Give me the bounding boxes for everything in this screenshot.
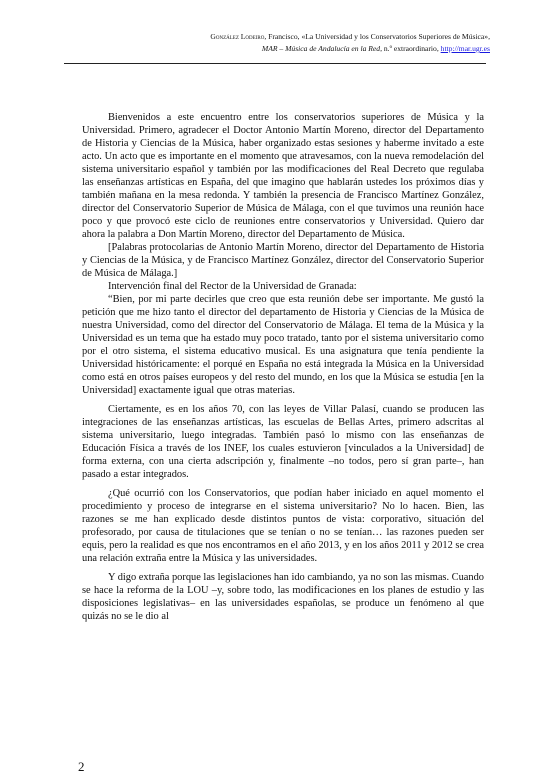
running-header [60,31,490,55]
page-number: 2 [78,759,85,774]
paragraph-intro: Bienvenidos a este encuentro entre los conservatorios superiores de Música y la Universidad. Primero, agradecer el Doctor Antonio Martín Moreno, director del Departamento de Historia y Ciencias de la Música, haber organizado estas sesiones y haberme invitado a este acto. Un acto que es importante en el momento que atravesamos, con la nueva remodelación del sistema universitario español y también por las modificaciones del Real Decreto que regulaba las enseñanzas artísticas en España, del que imagino que hablarán ustedes los próximos días y también mañana en la mesa redonda. Y también la presencia de Francisco Martínez González, director del Conservatorio Superior de Música de Málaga, con el que tuvimos una reunión hace poco y que provocó este ciclo de reuniones entre conservatorios y Universidad. Quiero dar ahora la palabra a Don Martín Moreno, director del Departamento de Música. [82,112,484,240]
paragraph-bracket-note: [Palabras protocolarias de Antonio Martín Moreno, director del Departamento de Historia y Ciencias de la Música, y de Francisco Martínez González, director del Conservatorio Superior de Música de Málaga.] [82,242,484,279]
paragraph-speech-1: “Bien, por mi parte decirles que creo que esta reunión debe ser importante. Me gustó la petición que me hizo tanto el director del departamento de Historia y Ciencias de la Música de nuestra Universidad, como del director del Conservatorio de Málaga. El tema de la Música y la Universidad es un tema que ha estado muy poco tratado, tanto por el sistema universitario como por el otro sistema, el sistema educativo musical. Es una asignatura que tenía pendiente la Universidad históricamente: el porqué en España no está integrada la Música en la Universidad como está en otros países europeos y del resto del mundo, en los que la Música se estudia [en la Universidad] exactamente igual que otras materias. [82,294,484,396]
author-name: González Lodeiro [210,32,265,41]
paragraph-speech-4: Y digo extraña porque las legislaciones han ido cambiando, ya no son las mismas. Cuando se hace la reforma de la LOU –y, sobre todo, las modificaciones en los planes de estudio y las disposiciones legislativas– en las universidades españolas, se produce un fenómeno al que quizás no se le dio al [82,572,484,622]
citation-issue: , n.º extraordinario, [380,44,441,53]
header-rule [64,63,486,64]
body-text [82,111,484,623]
paragraph-speech-2: Ciertamente, es en los años 70, con las leyes de Villar Palasí, cuando se producen las integraciones de las enseñanzas artísticas, las escuelas de Bellas Artes, primero adscritas al sistema universitario, luego integradas. También pasó lo mismo con las enseñanzas de Educación Física a través de los INEF, los cuales estuvieron [vinculados a la Universidad] de forma externa, con una cierta adscripción y, finalmente –no todos, pero sí gran parte–, han pasado a estar integrados. [82,404,484,480]
paragraph-speech-3: ¿Qué ocurrió con los Conservatorios, que podían haber iniciado en aquel momento el procedimiento y proceso de integrarse en el sistema universitario? No lo hacen. Bien, las razones se me han explicado desde distintos puntos de vista: corporativo, situación del profesorado, por causa de titulaciones que se tenían o no se tenían… las razones pueden ser equis, pero la realidad es que nos encontramos en el año 2013, y en los años 2011 y 2012 se crea una relación extraña entre la Música y las universidades. [82,488,484,564]
citation-line-2 [60,43,490,55]
journal-name: MAR – Música de Andalucía en la Red [261,44,381,53]
citation-title: , Francisco, «La Universidad y los Conservatorios Superiores de Música», [264,32,490,41]
citation-line-1 [60,31,490,43]
paragraph-speech-heading: Intervención final del Rector de la Universidad de Granada: [108,281,357,292]
journal-url-link[interactable]: http://mar.ugr.es [440,44,490,53]
